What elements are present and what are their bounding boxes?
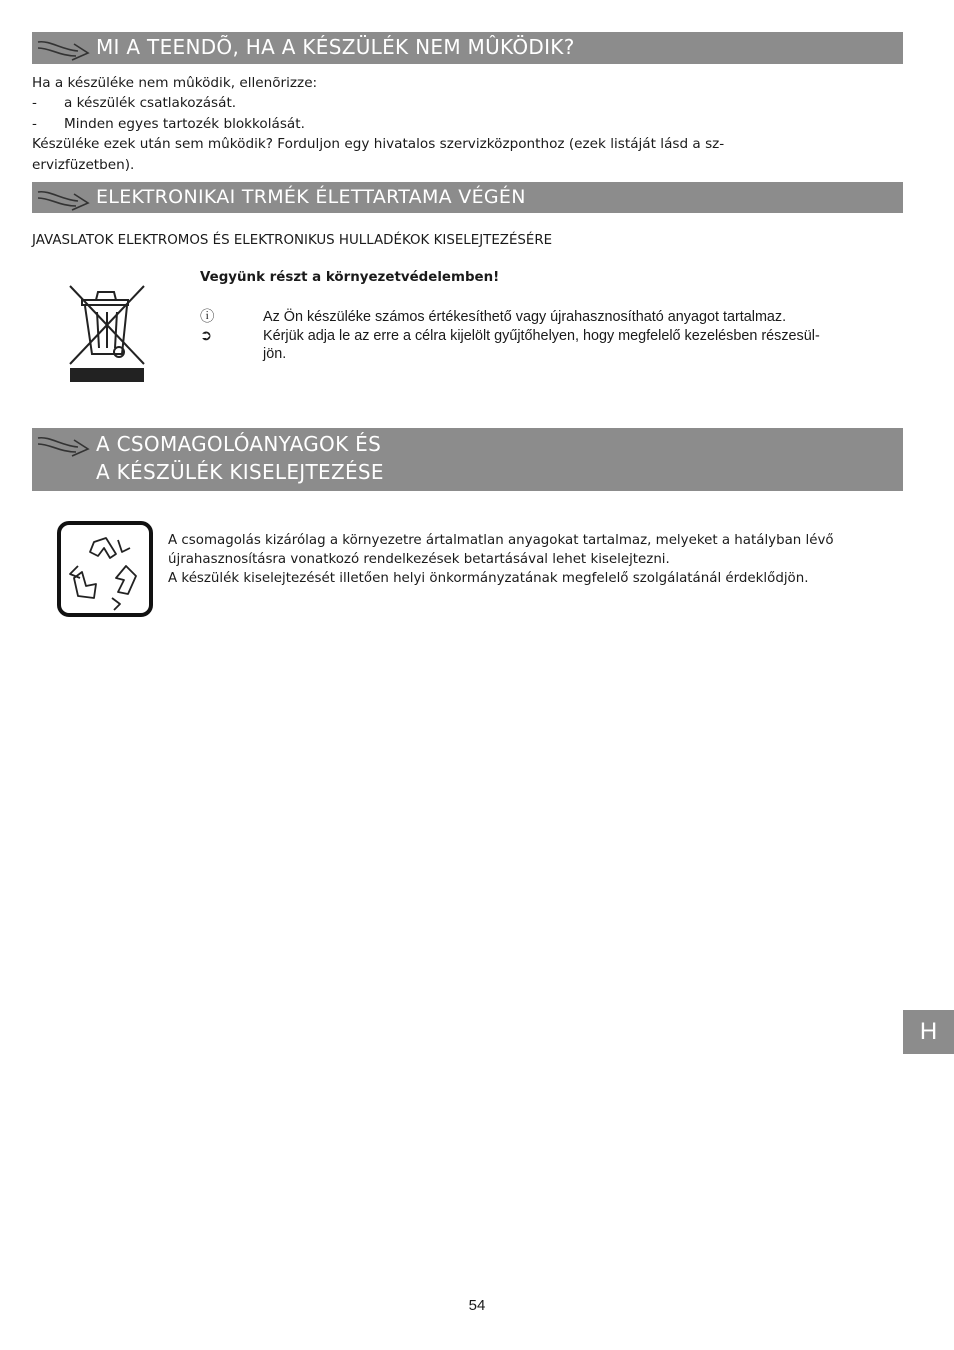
section-title-line1: A CSOMAGOLÓANYAGOK ÉS [96,432,382,456]
list-item-text: a készülék csatlakozását. [64,95,237,111]
section-header-troubleshooting [32,32,903,64]
packaging-text-line2: újrahasznosításra vonatkozó rendelkezések betartásával lehet kiselejtezni. [168,552,670,567]
list-dash: - [32,95,37,111]
list-item [32,114,305,135]
section-header-packaging [32,428,903,491]
list-item [32,93,236,114]
bullet-text-line1: Kérjük adja le az erre a célra kijelölt gyűjtőhelyen, hogy megfelelő kezelésben részesül- [263,328,820,344]
arrow-icon [36,38,90,62]
info-icon: ⓘ [200,309,215,325]
arrow-bullet-icon: ➲ [200,328,213,344]
packaging-text-line3: A készülék kiselejtezését illetően helyi önkormányzatának megfelelő szolgálatánál érdeklődjön. [168,571,809,586]
section-title: MI A TEENDÕ, HA A KÉSZÜLÉK NEM MÛKÖDIK? [96,35,575,59]
bullet-text: Az Ön készüléke számos értékesíthető vagy újrahasznosítható anyagot tartalmaz. [263,309,787,325]
recycle-icon [56,520,154,618]
section-title-line2: A KÉSZÜLÉK KISELEJTEZÉSE [96,460,384,484]
outro-text-line2: ervizfüzetben). [32,157,135,173]
list-dash: - [32,116,37,132]
section-title: ELEKTRONIKAI TRMÉK ÉLETTARTAMA VÉGÉN [96,186,526,208]
language-tab: H [903,1010,954,1054]
section-header-eol [32,182,903,213]
packaging-text-line1: A csomagolás kizárólag a környezetre ártalmatlan anyagokat tartalmaz, melyeket a hatályban lévő [168,533,834,548]
bullet-text-line2: jön. [263,346,287,362]
outro-text-line1: Készüléke ezek után sem mûködik? Forduljon egy hivatalos szervizközponthoz (ezek listáját lásd a sz- [32,136,725,152]
list-item-text: Minden egyes tartozék blokkolását. [64,116,305,132]
arrow-icon [36,434,90,458]
eco-heading: Vegyünk részt a környezetvédelemben! [200,270,500,285]
page-number: 54 [468,1297,486,1314]
arrow-icon [36,188,90,212]
weee-crossed-bin-icon [66,284,148,384]
weee-subtitle: JAVASLATOK ELEKTROMOS ÉS ELEKTRONIKUS HULLADÉKOK KISELEJTEZÉSÉRE [32,233,553,248]
intro-text: Ha a készüléke nem mûködik, ellenõrizze: [32,75,318,91]
